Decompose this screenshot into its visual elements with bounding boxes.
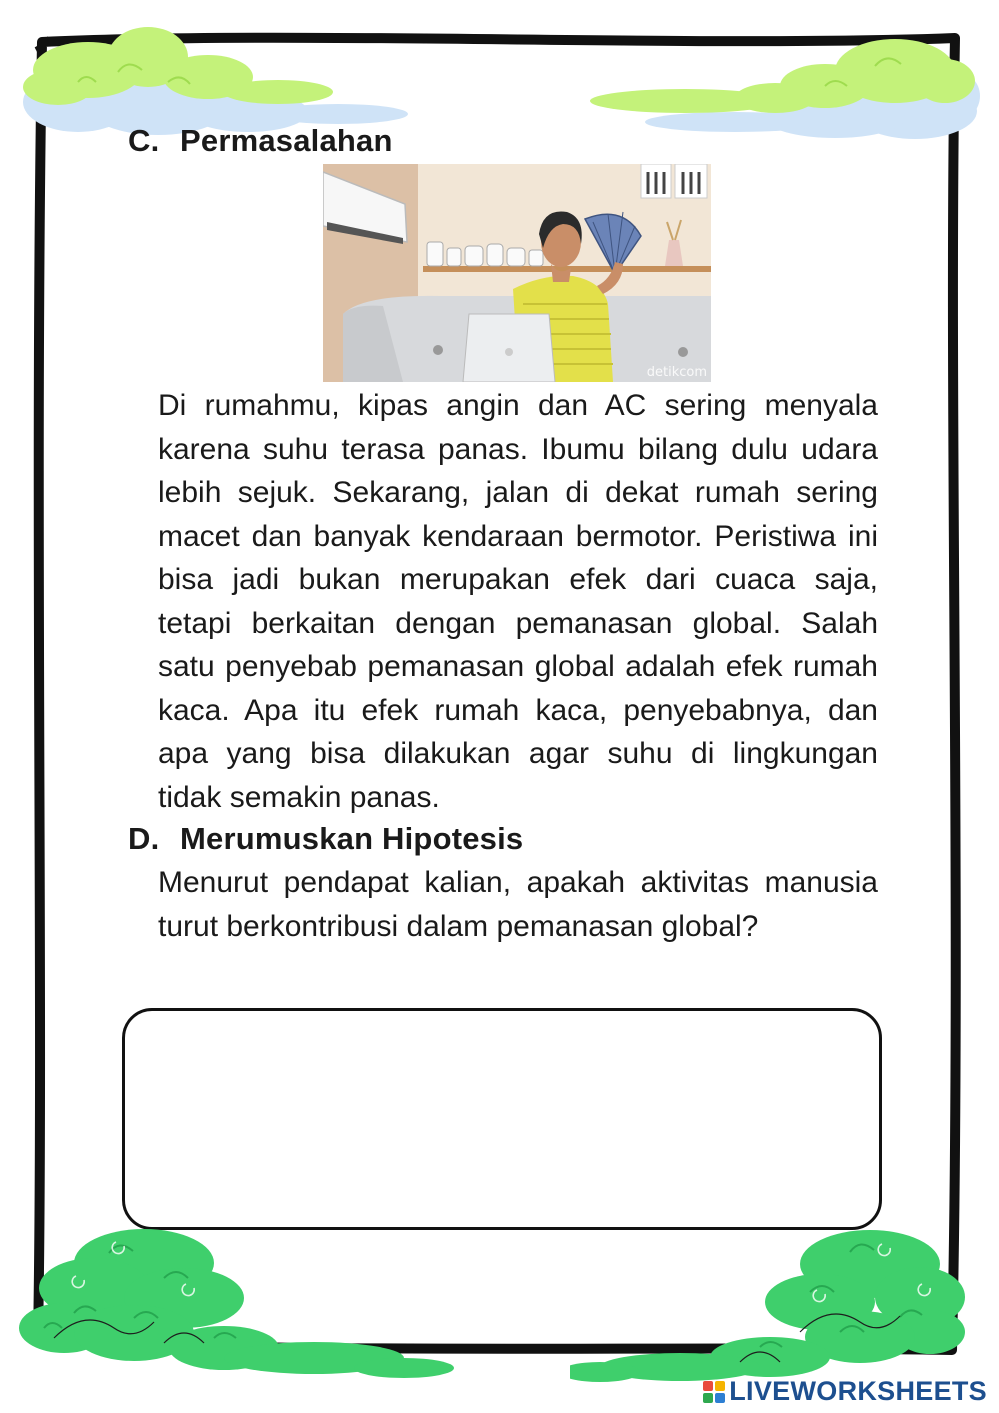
problem-paragraph: Di rumahmu, kipas angin dan AC sering menyala karena suhu terasa panas. Ibumu bilang dulu udara lebih sejuk. Sekarang, jalan di dekat rumah sering macet dan banyak kendaraan bermotor. Peristiwa ini bisa jadi bukan merupakan efek dari cuaca saja, tetapi berkaitan dengan pemanasan global. Salah satu penyebab pemanasan global adalah efek rumah kaca. Apa itu efek rumah kaca, penyebabnya, dan apa yang bisa dilakukan agar suhu di lingkungan tidak semakin panas. <box>158 389 878 814</box>
brand-name: LIVEWORKSHEETS <box>729 1376 987 1406</box>
section-d-letter: D. <box>128 821 160 856</box>
liveworksheets-brand <box>703 1376 987 1407</box>
section-d-heading <box>128 821 523 857</box>
hypothesis-answer-box[interactable] <box>122 1008 882 1230</box>
section-c-heading <box>128 123 393 159</box>
section-d-title: Merumuskan Hipotesis <box>180 821 524 856</box>
cloud-top-right-decoration <box>585 26 980 141</box>
bush-bottom-left-decoration <box>14 1218 454 1388</box>
section-c-letter: C. <box>128 123 160 158</box>
hot-room-illustration <box>323 164 711 382</box>
section-c-title: Permasalahan <box>180 123 393 158</box>
bush-bottom-right-decoration <box>570 1222 970 1392</box>
hypothesis-question: Menurut pendapat kalian, apakah aktivitas manusia turut berkontribusi dalam pemanasan global? <box>158 866 878 943</box>
illustration-watermark: detikcom <box>646 365 707 380</box>
woman-fanning-illustration <box>323 164 711 382</box>
liveworksheets-logo-icon <box>703 1381 725 1403</box>
